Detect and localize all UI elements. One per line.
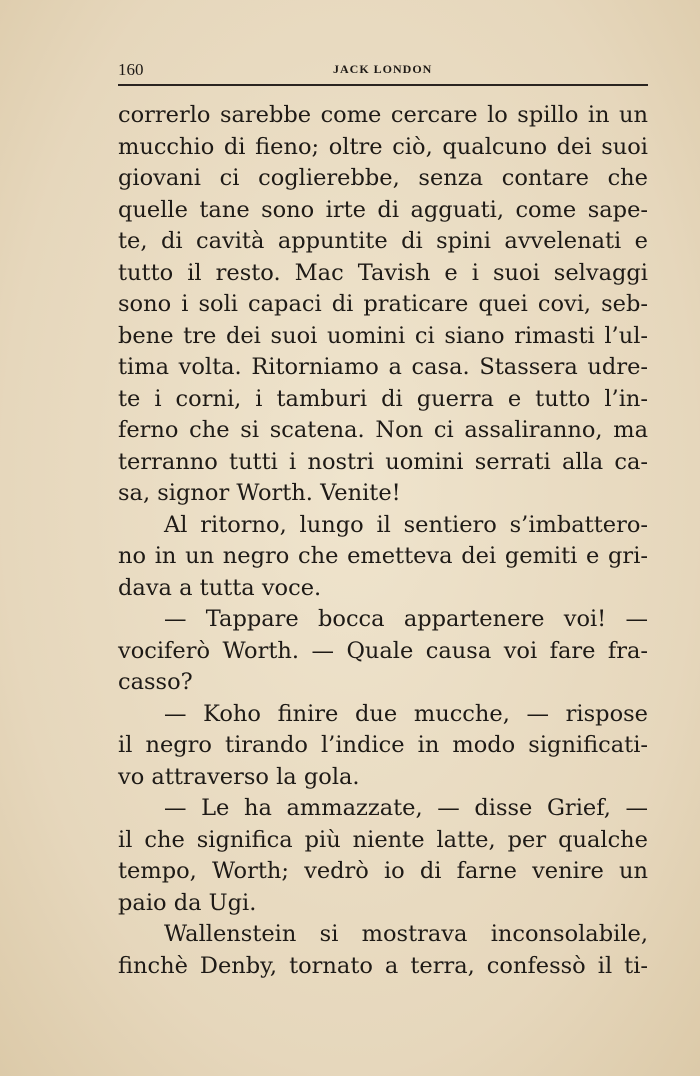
text-line: dava a tutta voce. bbox=[118, 574, 322, 601]
text-line: vociferò Worth. — Quale causa voi fare fra- bbox=[118, 637, 648, 664]
text-line: paio da Ugi. bbox=[118, 889, 257, 916]
text-line: sono i soli capaci di praticare quei covi, seb- bbox=[118, 291, 648, 317]
text-line: finchè Denby, tornato a terra, confessò il ti- bbox=[118, 952, 648, 979]
text-line: no in un negro che emetteva dei gemiti e gri- bbox=[118, 543, 648, 569]
text-line: correrlo sarebbe come cercare lo spillo in un bbox=[118, 102, 648, 128]
text-line: tempo, Worth; vedrò io di farne venire un bbox=[118, 858, 648, 884]
text-line: quelle tane sono irte di agguati, come sape- bbox=[118, 196, 648, 223]
text-line: — Tappare bocca appartenere voi! — bbox=[164, 606, 648, 632]
text-line: Al ritorno, lungo il sentiero s’imbattero- bbox=[164, 511, 648, 538]
text-line: — Koho finire due mucche, — rispose bbox=[164, 700, 648, 727]
text-line: te, di cavità appuntite di spini avvelenati e bbox=[118, 228, 648, 254]
text-line: — Le ha ammazzate, — disse Grief, — bbox=[164, 795, 648, 821]
body-text bbox=[118, 100, 648, 982]
text-line: te i corni, i tamburi di guerra e tutto l’in- bbox=[118, 385, 648, 412]
page-number: 160 bbox=[118, 60, 144, 79]
text-line: casso? bbox=[118, 669, 193, 695]
text-line: ferno che si scatena. Non ci assaliranno, ma bbox=[118, 417, 648, 443]
text-line: tima volta. Ritorniamo a casa. Stassera udre- bbox=[118, 354, 648, 380]
text-line: sa, signor Worth. Venite! bbox=[118, 480, 401, 506]
page-header bbox=[118, 58, 648, 84]
text-line: giovani ci coglierebbe, senza contare che bbox=[118, 165, 648, 191]
running-head: JACK LONDON bbox=[333, 62, 433, 76]
text-line: il che significa più niente latte, per qualche bbox=[118, 826, 648, 853]
text-line: vo attraverso la gola. bbox=[118, 763, 360, 790]
text-line: mucchio di fieno; oltre ciò, qualcuno dei suoi bbox=[118, 133, 648, 160]
text-line: bene tre dei suoi uomini ci siano rimasti l’ul- bbox=[118, 322, 648, 349]
header-rule bbox=[118, 84, 648, 86]
text-line: tutto il resto. Mac Tavish e i suoi selvaggi bbox=[118, 259, 648, 286]
text-line: Wallenstein si mostrava inconsolabile, bbox=[164, 921, 648, 947]
text-line: terranno tutti i nostri uomini serrati alla ca- bbox=[118, 448, 648, 475]
text-line: il negro tirando l’indice in modo significati- bbox=[118, 732, 648, 758]
